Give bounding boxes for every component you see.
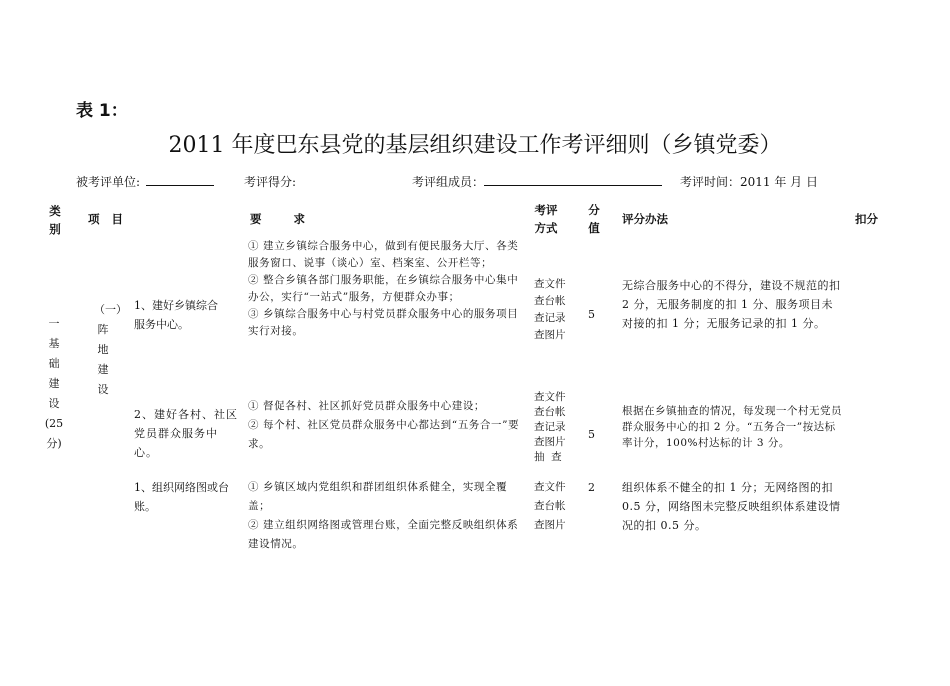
header-category: 类别: [49, 204, 61, 236]
header-method: 考评方式: [534, 203, 558, 235]
document-title: 2011 年度巴东县党的基层组织建设工作考评细则（乡镇党委）: [168, 133, 782, 158]
row-1-item: 1、建好乡镇综合服务中心。: [134, 299, 218, 331]
header-scoring: 评分办法: [622, 212, 668, 226]
meta-line: [76, 173, 214, 190]
row-3-item: 1、组织网络图或台账。: [134, 481, 229, 513]
row-3-requirements: ① 乡镇区域内党组织和群团组织体系健全，实现全覆盖； ② 建立组织网络图或管理台账，全面完整反映组织体系建设情况。: [248, 481, 519, 550]
row-3-scoring: 组织体系不健全的扣 1 分；无网络图的扣 0.5 分，网络图未完整反映组织体系建设情况的扣 0.5 分。: [622, 481, 841, 532]
row-3-points: 2: [588, 481, 595, 494]
row-2-method: 查文件 查台帐 查记录 查图片 抽 查: [534, 391, 566, 463]
row-2-requirements: ① 督促各村、社区抓好党员群众服务中心建设； ② 每个村、社区党员群众服务中心都达到“五务合一”要求。: [248, 400, 520, 450]
time-label: 考评时间：2011 年 月 日: [680, 175, 818, 189]
header-points: 分值: [588, 203, 600, 235]
members-blank[interactable]: [484, 173, 662, 186]
members-label: 考评组成员：: [412, 175, 485, 189]
unit-blank[interactable]: [146, 173, 214, 186]
category-label: 一基础建设(25分): [44, 317, 64, 450]
item-group-label: （一）阵地建设: [94, 303, 127, 396]
header-deduction: 扣分: [855, 212, 878, 226]
header-item: 项 目: [88, 212, 124, 226]
unit-label: 被考评单位:: [76, 175, 141, 189]
row-1-scoring: 无综合服务中心的不得分，建设不规范的扣 2 分，无服务制度的扣 1 分、服务项目未对接的扣 1 分；无服务记录的扣 1 分。: [622, 279, 841, 330]
score-label: 考评得分:: [244, 175, 297, 189]
table-label: 表 1：: [76, 101, 128, 121]
row-2-item: 2、建好各村、社区党员群众服务中心。: [134, 408, 238, 459]
members-field: [412, 173, 662, 190]
header-requirement: 要 求: [250, 212, 306, 226]
row-1-requirements: ① 建立乡镇综合服务中心，做到有便民服务大厅、各类服务窗口、说事（谈心）室、档案室、公开栏等； ② 整合乡镇各部门服务职能，在乡镇综合服务中心集中办公，实行“一站式”服务，方便群众办事； ③ 乡镇综合服务中心与村党员群众服务中心的服务项目实行对接。: [248, 240, 519, 337]
row-2-scoring: 根据在乡镇抽查的情况，每发现一个村无党员群众服务中心的扣 2 分。“五务合一”按达标率计分，100%村达标的计 3 分。: [622, 405, 842, 449]
row-1-method: 查文件 查台帐 查记录 查图片: [534, 278, 566, 341]
row-1-points: 5: [588, 308, 595, 321]
row-2-points: 5: [588, 428, 595, 441]
row-3-method: 查文件 查台帐 查图片: [534, 481, 566, 531]
